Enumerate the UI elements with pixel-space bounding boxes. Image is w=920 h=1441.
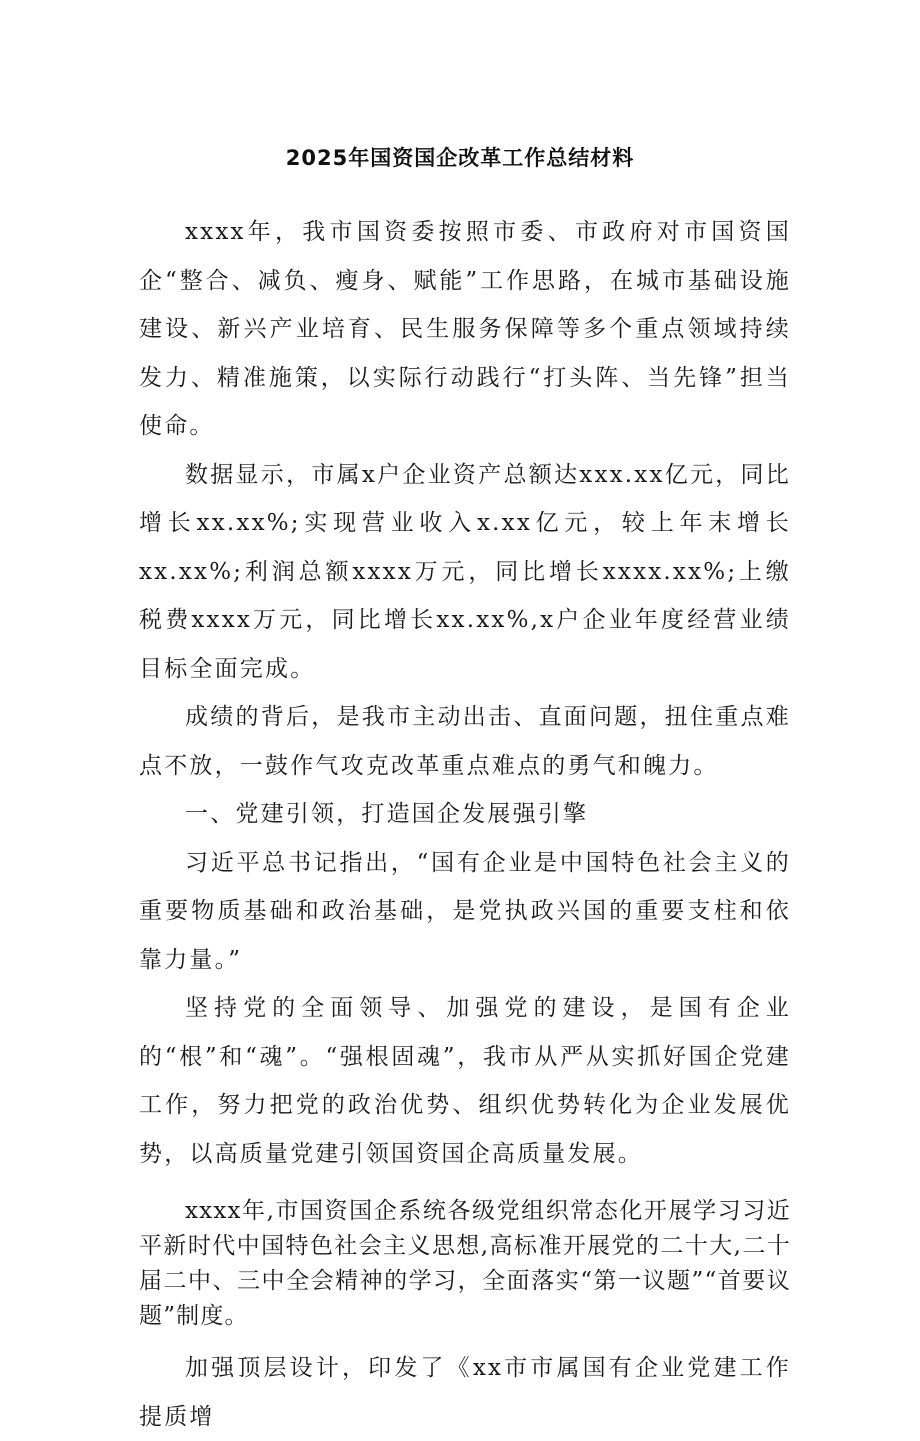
- paragraph-leadership: 坚持党的全面领导、加强党的建设，是国有企业的“根”和“魂”。“强根固魂”，我市从严从实抓好国企党建工作，努力把党的政治优势、组织优势转化为企业发展优势，以高质量党建引领国资国企高质量发展。: [139, 995, 791, 1167]
- paragraph-intro: xxxx年，我市国资委按照市委、市政府对市国资国企“整合、减负、瘦身、赋能”工作思路，在城市基础设施建设、新兴产业培育、民生服务保障等多个重点领域持续发力、精准施策，以实际行动践行“打头阵、当先锋”担当使命。: [139, 219, 791, 439]
- paragraph-statistics: 数据显示，市属x户企业资产总额达xxx.xx亿元，同比增长xx.xx%;实现营业收入x.xx亿元，较上年末增长xx.xx%;利润总额xxxx万元，同比增长xxxx.xx%;上缴税费xxxx万元，同比增长xx.xx%,x户企业年度经营业绩目标全面完成。: [139, 461, 791, 682]
- section-heading-party-building: 一、党建引领，打造国企发展强引擎: [185, 801, 589, 827]
- document-title: 2025年国资国企改革工作总结材料: [285, 146, 635, 170]
- paragraph-study: xxxx年,市国资国企系统各级党组织常态化开展学习习近平新时代中国特色社会主义思想,高标准开展党的二十大,二十届二中、三中全会精神的学习，全面落实“第一议题”“首要议题”制度。: [139, 1198, 791, 1329]
- paragraph-top-design: 加强顶层设计，印发了《xx市市属国有企业党建工作提质增: [139, 1355, 791, 1430]
- paragraph-achievement: 成绩的背后，是我市主动出击、直面问题，扭住重点难点不放，一鼓作气攻克改革重点难点的勇气和魄力。: [139, 704, 791, 779]
- document-body: [139, 208, 791, 1441]
- paragraph-quote: 习近平总书记指出，“国有企业是中国特色社会主义的重要物质基础和政治基础，是党执政兴国的重要支柱和依靠力量。”: [139, 849, 791, 973]
